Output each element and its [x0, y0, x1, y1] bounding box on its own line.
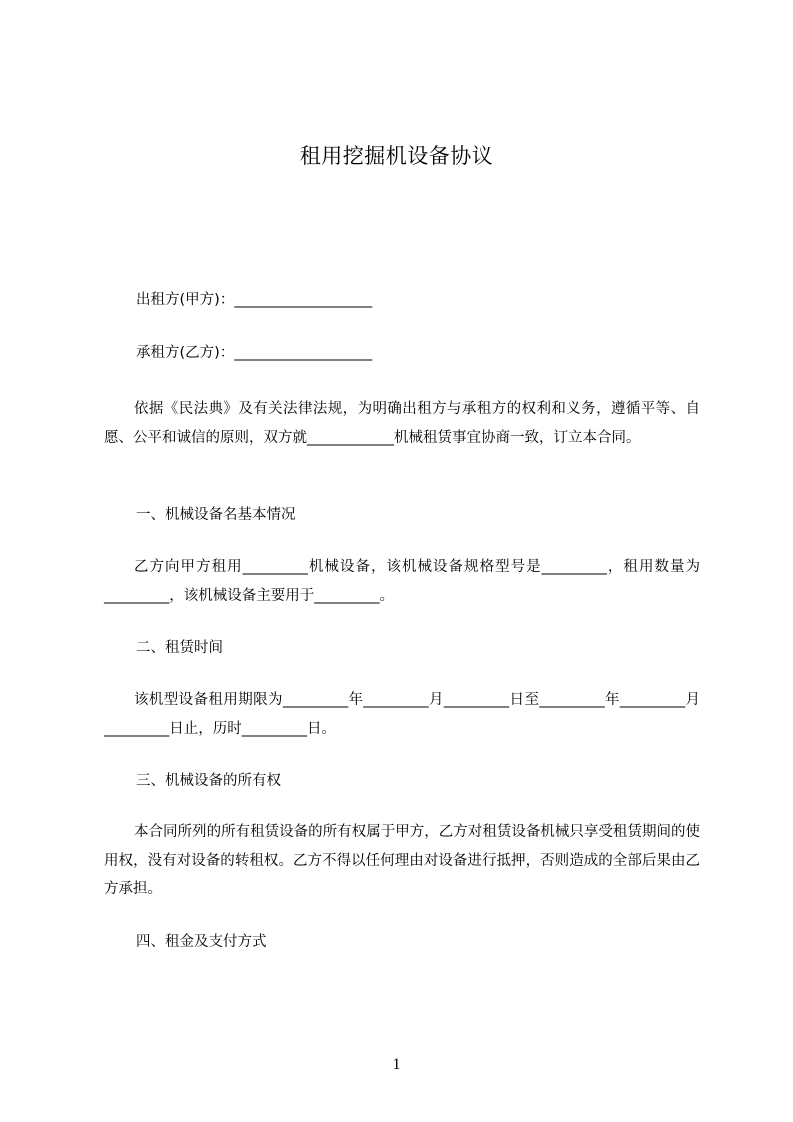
section-body-1: 乙方向甲方租用_________机械设备，该机械设备规格型号是_________，租用数量为_________，该机械设备主要用于_________。 [104, 559, 700, 604]
section-heading-4: 四、租金及支付方式 [136, 934, 267, 950]
document-title: 租用挖掘机设备协议 [299, 144, 494, 168]
lessee-line: 承租方(乙方)：___________________ [136, 345, 373, 361]
section-heading-1: 一、机械设备名基本情况 [136, 507, 296, 523]
section-body-2: 该机型设备租用期限为_________年_________月_________日至_________年_________月_________日止，历时_________日。 [104, 692, 700, 737]
section-heading-3: 三、机械设备的所有权 [136, 773, 281, 789]
section-heading-2: 二、租赁时间 [136, 640, 223, 656]
lessor-line: 出租方(甲方)：___________________ [136, 292, 373, 308]
section-body-3: 本合同所列的所有租赁设备的所有权属于甲方，乙方对租赁设备机械只享受租赁期间的使用权，没有对设备的转租权。乙方不得以任何理由对设备进行抵押，否则造成的全部后果由乙方承担。 [104, 824, 700, 897]
preamble-paragraph: 依据《民法典》及有关法律法规，为明确出租方与承租方的权利和义务，遵循平等、自愿、公平和诚信的原则，双方就____________机械租赁事宜协商一致，订立本合同。 [104, 401, 700, 446]
page-number: 1 [392, 1056, 401, 1073]
